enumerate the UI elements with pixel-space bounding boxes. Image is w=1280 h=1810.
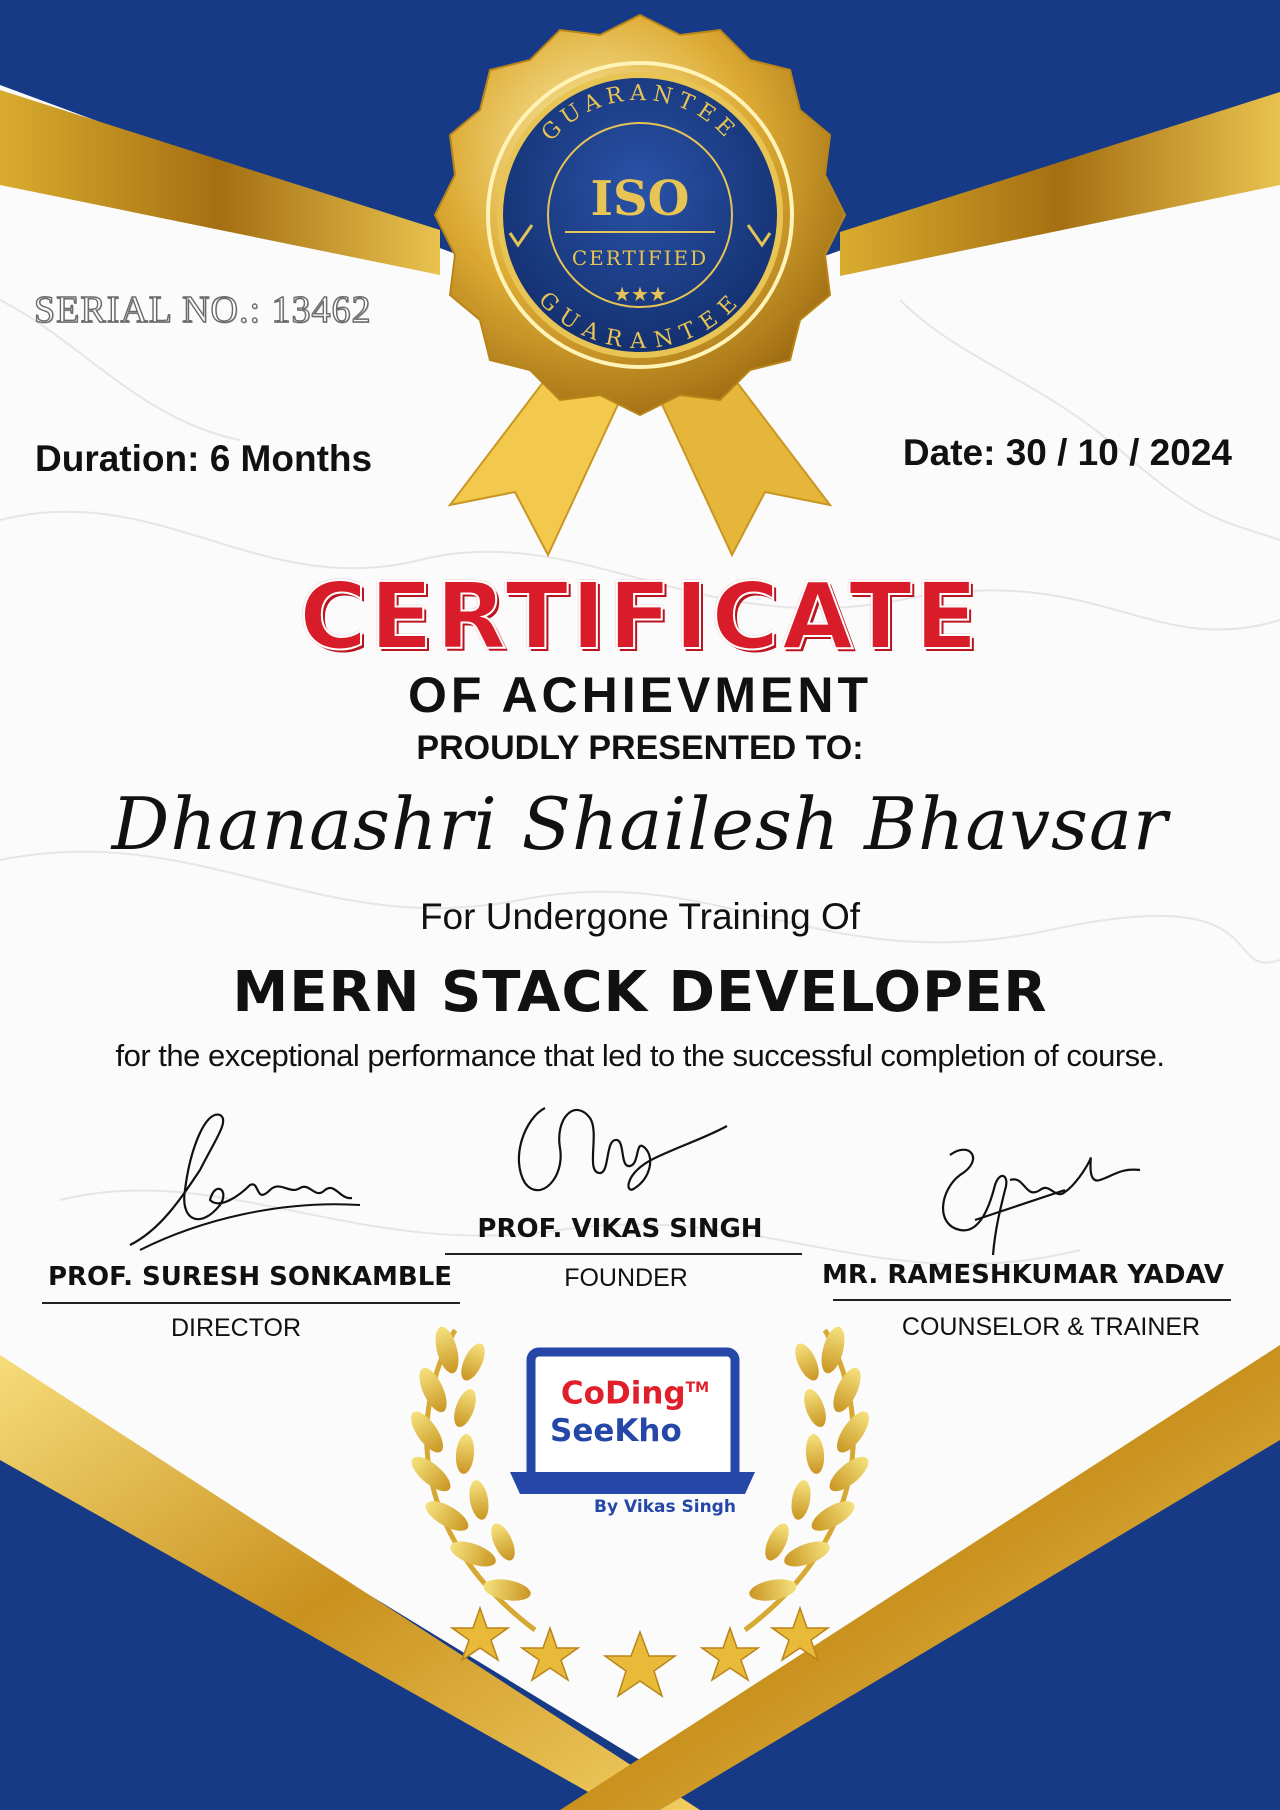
serial-number: SERIAL NO.: 13462 xyxy=(34,289,372,331)
seal-top-arc: GUARANTEE xyxy=(536,80,744,147)
signatory-name-founder: PROF. VIKAS SINGH xyxy=(477,1214,763,1244)
signature-founder xyxy=(505,1078,735,1208)
logo-byline: By Vikas Singh xyxy=(594,1497,736,1517)
certificate-subtitle: OF ACHIEVMENT xyxy=(407,667,873,723)
presented-to-label: PROUDLY PRESENTED TO: xyxy=(416,729,864,767)
signatory-name-trainer: MR. RAMESHKUMAR YADAV xyxy=(822,1260,1224,1290)
training-lead-text: For Undergone Training Of xyxy=(419,896,861,937)
logo-text xyxy=(540,1370,730,1480)
signatory-role-director: DIRECTOR xyxy=(170,1314,302,1342)
seal-bottom-arc: GUARANTEE xyxy=(533,287,747,355)
signature-trainer xyxy=(915,1130,1145,1260)
logo-line-1: CoDing xyxy=(560,1375,686,1412)
signature-line-trainer xyxy=(833,1299,1231,1301)
svg-text:GUARANTEE xyxy=(537,81,743,146)
logo-line-2: SeeKho xyxy=(550,1413,682,1450)
signature-line-director xyxy=(42,1302,460,1304)
recipient-name: Dhanashri Shailesh Bhavsar xyxy=(111,782,1169,866)
completion-statement: for the exceptional performance that led to the successful completion of course. xyxy=(115,1038,1165,1073)
signatory-role-trainer: COUNSELOR & TRAINER xyxy=(901,1313,1201,1341)
certificate-title: CERTIFICATE xyxy=(299,563,981,670)
issue-date: Date: 30 / 10 / 2024 xyxy=(902,432,1232,473)
logo-trademark: TM xyxy=(685,1380,710,1396)
seal-sub: CERTIFIED xyxy=(571,246,709,270)
seal-text xyxy=(440,15,840,415)
course-name: MERN STACK DEVELOPER xyxy=(232,960,1048,1025)
signatory-name-director: PROF. SURESH SONKAMBLE xyxy=(47,1262,453,1292)
seal-stars: ★★★ xyxy=(613,282,667,306)
signature-director xyxy=(120,1110,370,1260)
seal-main: ISO xyxy=(590,171,690,227)
signature-line-founder xyxy=(445,1253,802,1255)
signatory-role-founder: FOUNDER xyxy=(564,1264,688,1292)
course-duration: Duration: 6 Months xyxy=(35,438,373,479)
